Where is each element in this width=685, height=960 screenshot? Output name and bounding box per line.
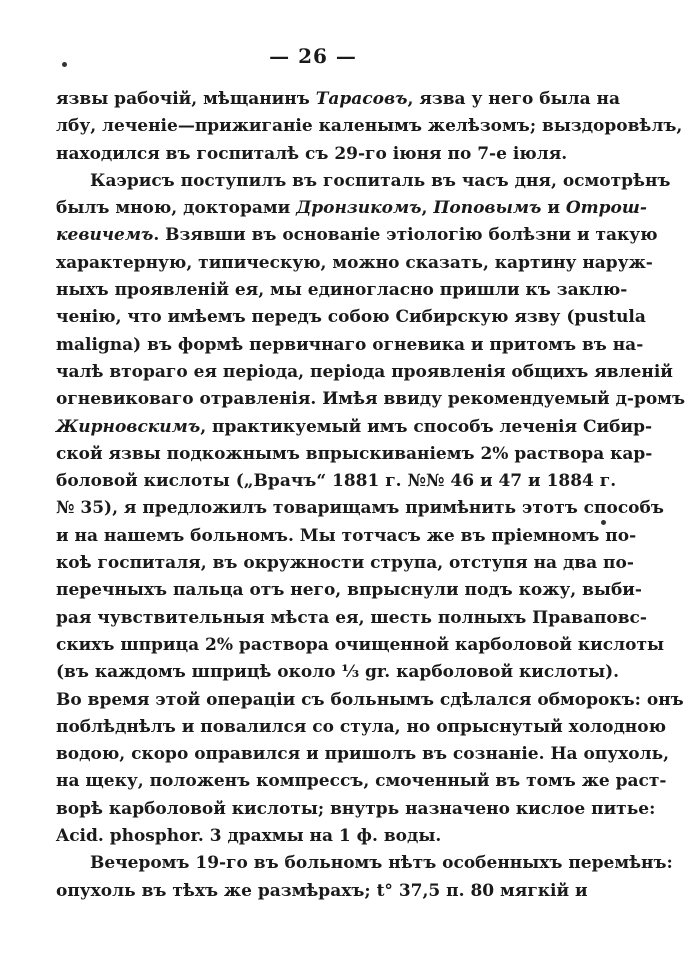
text-run: Acid. phosphor. 3 драхмы на 1 ф. воды. bbox=[56, 826, 442, 847]
text-line bbox=[56, 86, 620, 113]
text-line bbox=[56, 414, 653, 441]
text-run: находился въ госпиталѣ съ 29-го іюня по 7-е іюля. bbox=[56, 143, 568, 164]
text-run: , bbox=[421, 198, 434, 219]
text-run: Вечеромъ 19-го въ больномъ нѣтъ особенныхъ перемѣнъ: bbox=[90, 853, 673, 874]
italic-name: Тарасовъ bbox=[315, 89, 408, 109]
text-line bbox=[56, 850, 673, 877]
text-line bbox=[56, 304, 646, 331]
text-line bbox=[56, 250, 653, 277]
text-line bbox=[56, 277, 628, 304]
text-line bbox=[56, 441, 653, 468]
page-mark-dot bbox=[601, 520, 606, 525]
text-line bbox=[56, 195, 647, 222]
text-line bbox=[56, 796, 656, 823]
text-run: боловой кислоты („Врачъ“ 1881 г. №№ 46 и 47 и 1884 г. bbox=[56, 471, 617, 492]
text-line bbox=[56, 495, 664, 522]
text-run: перечныхъ пальца отъ него, впрыснули подъ кожу, выби- bbox=[56, 580, 642, 601]
text-run: и bbox=[541, 198, 566, 219]
text-run: и на нашемъ больномъ. Мы тотчасъ же въ пріемномъ по- bbox=[56, 525, 637, 546]
text-run: , язва у него была на bbox=[407, 89, 620, 109]
text-line bbox=[56, 605, 647, 632]
text-line bbox=[56, 386, 685, 413]
text-run: лбу, леченіе—прижиганіе каленымъ желѣзомъ; выздоровѣлъ, bbox=[56, 116, 683, 137]
text-line bbox=[56, 113, 683, 140]
body-text bbox=[56, 86, 685, 905]
text-run: maligna) въ формѣ первичнаго огневика и притомъ въ на- bbox=[56, 334, 644, 355]
text-line bbox=[56, 550, 634, 577]
text-run: Каэрисъ поступилъ въ госпиталь въ часъ дня, осмотрѣнъ bbox=[90, 170, 671, 191]
italic-name: кевичемъ bbox=[56, 225, 154, 246]
italic-name: Поповымъ bbox=[433, 198, 542, 219]
text-run: коѣ госпиталя, въ окружности струпа, отступя на два по- bbox=[56, 553, 634, 574]
text-line bbox=[56, 359, 673, 386]
text-line bbox=[56, 632, 665, 659]
text-line bbox=[56, 222, 658, 249]
text-run: скихъ шприца 2% раствора очищенной карболовой кислоты bbox=[56, 634, 665, 655]
text-run: на щеку, положенъ компрессъ, смоченный въ томъ же раст- bbox=[56, 771, 667, 792]
text-run: былъ мною, докторами bbox=[56, 198, 297, 219]
text-run: , практикуемый имъ способъ леченія Сибир- bbox=[200, 416, 653, 437]
text-line bbox=[56, 577, 642, 604]
text-line bbox=[56, 768, 667, 795]
text-line bbox=[56, 141, 570, 168]
italic-name: Отрош- bbox=[565, 198, 647, 219]
text-run: опухоль въ тѣхъ же размѣрахъ; t° 37,5 п. 80 мягкій и bbox=[56, 880, 588, 901]
text-run: Во время этой операціи съ больнымъ сдѣлался обморокъ: онъ bbox=[56, 689, 684, 710]
text-line bbox=[56, 741, 670, 768]
text-run: характерную, типическую, можно сказать, картину наруж- bbox=[56, 252, 653, 273]
text-run: ченію, что имѣемъ передъ собою Сибирскую язву (pustula bbox=[56, 307, 646, 328]
text-line bbox=[56, 168, 671, 195]
text-run: ныхъ проявленій ея, мы единогласно пришли къ заклю- bbox=[56, 280, 628, 301]
text-line bbox=[56, 823, 570, 850]
text-line bbox=[56, 523, 637, 550]
text-run: поблѣднѣлъ и повалился со стула, но опрыснутый холодною bbox=[56, 716, 667, 737]
text-run: № 35), я предложилъ товарищамъ примѣнить этотъ способъ bbox=[56, 498, 664, 519]
text-run: водою, скоро оправился и пришолъ въ сознаніе. На опухоль, bbox=[56, 744, 670, 765]
text-line bbox=[56, 687, 684, 714]
text-line bbox=[56, 878, 588, 905]
text-line bbox=[56, 659, 620, 686]
italic-name: Жирновскимъ bbox=[56, 416, 201, 437]
text-run: (въ каждомъ шприцѣ около ⅓ gr. карболовой кислоты). bbox=[56, 662, 620, 683]
text-run: ворѣ карболовой кислоты; внутрь назначено кислое питье: bbox=[56, 798, 656, 819]
text-run: ской язвы подкожнымъ впрыскиваніемъ 2% раствора кар- bbox=[56, 443, 653, 464]
text-line bbox=[56, 332, 644, 359]
page-number: — 26 — bbox=[269, 44, 357, 68]
text-run: огневиковаго отравленія. Имѣя ввиду рекомендуемый д-ромъ bbox=[56, 389, 685, 410]
italic-name: Дронзикомъ bbox=[296, 198, 422, 219]
text-run: язвы рабочій, мѣщанинъ bbox=[56, 89, 316, 109]
text-run: . Взявши въ основаніе этіологію болѣзни и такую bbox=[153, 225, 658, 246]
text-line bbox=[56, 468, 617, 495]
text-line bbox=[56, 714, 667, 741]
text-run: чалѣ втораго ея періода, періода проявленія общихъ явленій bbox=[56, 361, 673, 382]
text-run: рая чувствительныя мѣста ея, шесть полныхъ Праваповс- bbox=[56, 607, 647, 628]
